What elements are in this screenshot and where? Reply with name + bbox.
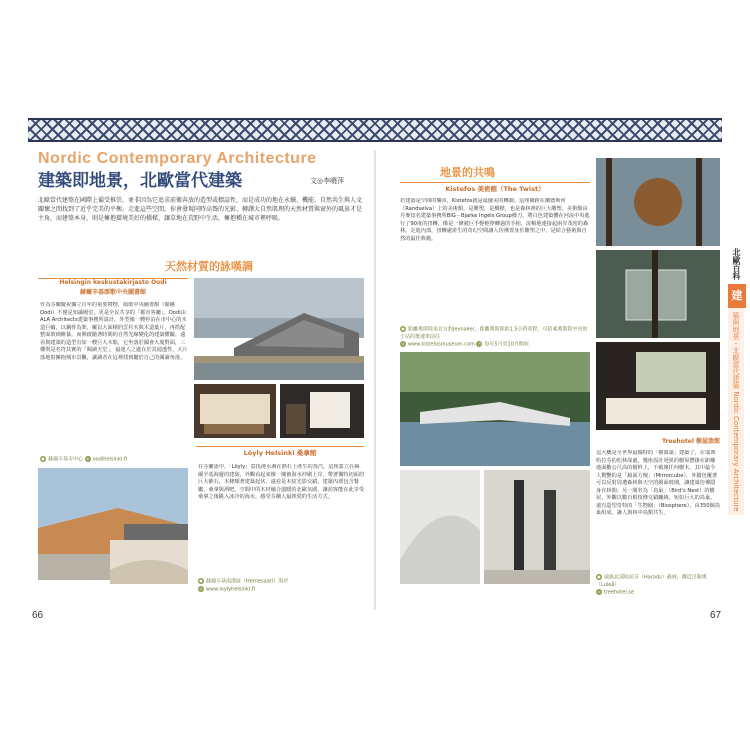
loyly-name: Löyly Helsinki 桑拿館 <box>243 449 317 457</box>
kistefos-twist-photo <box>400 352 590 466</box>
treehotel-website: treehotel.se <box>604 589 634 595</box>
treehotel-birds-nest-photo <box>596 158 720 246</box>
treehotel-name: Treehotel 樹屋旅館 <box>661 438 720 445</box>
byline: 文◎李曉萍 <box>310 177 345 185</box>
oodi-name-zh: 赫爾辛基頌歌中央圖書館 <box>79 289 146 296</box>
map-pin-icon: ● <box>199 578 203 583</box>
title-chinese: 建築即地景，北歐當代建築 <box>38 171 242 191</box>
title-english: Nordic Contemporary Architecture <box>38 150 317 167</box>
map-pin-icon: ● <box>401 326 405 331</box>
section-heading-natural-materials: 天然材質的詠嘆調 <box>165 260 253 273</box>
oodi-location: 赫爾辛基市中心 <box>48 456 84 463</box>
treehotel-info <box>596 574 720 596</box>
oodi-heading <box>38 278 188 298</box>
oodi-interior-photo-1 <box>194 384 276 438</box>
loyly-body: 在芬蘭語中，「Löyly」意指澆水淋在熱石上產生的蒸汽，這座蓋立在赫爾辛基海邊的建築，外觀看起來像一塊被海水沖刷上岸，帶著獨特切面的巨大礁石，木條順著建築起伏，遠看是木紋光影交錯。建築內部包含餐廳、桑拿與酒吧，空間中的木材融合溫暖的北歐氛圍，讓訪客能在此享受桑拿之後跳入冰冷的海水，感受芬蘭人最熱愛的生活方式。 <box>198 464 364 500</box>
kistefos-info <box>400 326 590 348</box>
kistefos-interior-photo-1 <box>400 470 480 584</box>
kistefos-body: 若建築是空間的樂章，Kistefos就是最優美的轉調。這座橫跨在蘭德斯河（Randselva）上的美術館，是雕塑，是橋樑，也是森林裡的巨大雕塑。美術館由丹麥知名建築事務所BIG－Bjarke Ingels Group操刀，將白色建築體在河流中央進行了90度的扭轉，像是一條被巨手輕輕擰轉過的手帕，流暢地連接起兩岸茂密的森林。走進內部，扭轉處產生的奇幻空間讓人彷彿置身於雕塑之中，是結合藝術與自然的最佳典範。 <box>400 198 590 242</box>
loyly-location: 赫爾辛基南港區（Hernesaari）海岸 <box>206 578 289 585</box>
kistefos-sculpture-photo <box>484 470 590 584</box>
chapter-label: 築與地景・北歐當代建築 Nordic Contemporary Architecture <box>728 308 744 515</box>
oodi-name-en: Helsingin keskustakirjasto Oodi <box>59 279 167 286</box>
kistefos-name: Kistefos 美術館（The Twist） <box>445 185 545 193</box>
loyly-info <box>198 578 366 593</box>
globe-icon: ◎ <box>199 585 203 591</box>
oodi-website: oodihelsinki.fi <box>92 456 128 463</box>
loyly-exterior-photo <box>194 278 364 380</box>
oodi-interior-photo-3 <box>110 540 188 584</box>
oodi-body: 作為芬蘭慶祝獨立百年的重要禮物，頌歌中央圖書館（簡稱Oodi）不僅是知識殿堂，更是全民共享的「都市客廳」。Oodi由ALA Architects建築事務所設計，外型像一艘停泊在市中心的木造巨輪，以鋼骨為架，覆以大面積的雲杉木與木造葉片，再搭配整面玻璃帷幕，而開啟隨著時間的自然光線變化的建築體驗。遠看與建築的造型有如一艘巨大木船，它坐落於國會大廈對面，三樓則是名符其實的「閱讀天堂」，最迷人之處在於其通透性，大片落地窗擁抱城市景觀，讓讀者在這裡找到屬於自己的閱讀角落。 <box>40 302 188 361</box>
decorative-pattern-band <box>28 118 722 142</box>
section-heading-landscape: 地景的共鳴 <box>440 166 495 179</box>
globe-icon: ◎ <box>85 456 90 461</box>
oodi-info <box>40 456 190 464</box>
chapter-block: 建 <box>728 284 746 308</box>
kistefos-hours: 每年5月至10月開放 <box>484 341 529 347</box>
loyly-heading <box>196 446 364 466</box>
chapter-category: 北歐百科 <box>732 248 741 280</box>
globe-icon: ◎ <box>401 340 405 346</box>
treehotel-mirrorcube-photo <box>596 250 720 338</box>
map-pin-icon: ● <box>41 456 45 461</box>
kistefos-website: www.kistefosmuseum.com <box>408 341 475 347</box>
clock-icon: ◷ <box>477 340 482 346</box>
treehotel-location: 瑞典北部哈拉芬（Harads）森林，鄰近呂勒奧（Luleå） <box>596 574 707 588</box>
page-gutter <box>374 150 376 610</box>
page-number-right: 67 <box>710 610 722 621</box>
oodi-interior-photo-2 <box>280 384 364 438</box>
intro-paragraph: 北歐當代建築在國際上備受推崇，並非因為它追求前衛奔放的造型或標誌性，而是成功的地在永續、機能、自然共生與人文關懷之間找到了近乎完美的平衡。走進這些空間，你會發現同時高聳的光影、轉譯大自然肌理的天然材質與窗外的風景才是主角，而建築本身，則是擁抱環境美好的橋樑，讓草地在荒野中生活，擁抱種在城市裡呼吸。 <box>38 197 363 222</box>
globe-icon: ◎ <box>597 588 601 594</box>
treehotel-body: 這大概是全世界最獨特的「樹蕩築」建築了，在瑞典哈拉芬的松林深處，幾座設計迥異的樹屋懸掛在距離地面數公尺高的樹幹上，不破壞任何樹木。其中最令人驚艷的是「鏡面方塊」（Mirrorcube），外牆包覆著可以反射周遭森林與天空的鏡面玻璃，讓建築彷彿隱身在林間；另一間名為「鳥巢」（Bird's Nest）的樹屋，外觀以數百根枝條交錯纏繞，宛如巨大的鳥巢。還有造型奇特的「生物圈」（Biosphere），由350個鳥巢組成，讓人與林中鳥類共生。 <box>596 450 720 516</box>
page-number-left: 66 <box>32 610 44 621</box>
chapter-side-tab <box>728 248 746 515</box>
treehotel-interior-photo <box>596 342 720 430</box>
map-pin-icon: ● <box>597 574 601 579</box>
kistefos-location: 距離奧斯陸車北方約Jevnaker，距離奧斯陸約1.5小時車程，可搭乘奧斯陸中央的士站的奧速車前往 <box>400 326 588 340</box>
loyly-website: www.loylyhelsinki.fi <box>206 586 255 592</box>
